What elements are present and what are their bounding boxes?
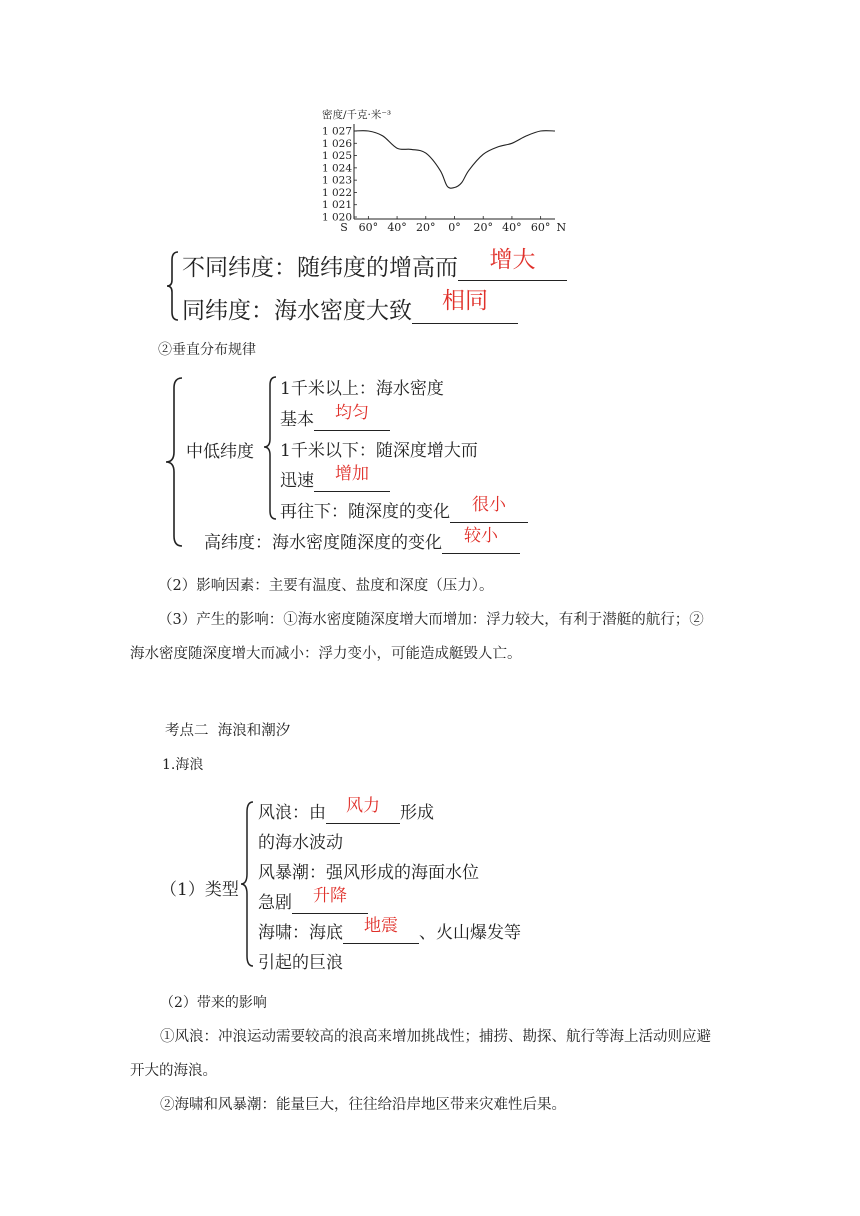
type-tsunami-1: 海啸：海底 地震 、火山爆发等: [258, 916, 521, 943]
density-chart: [318, 104, 578, 234]
y-tick-label: 1 024: [321, 162, 352, 175]
influence-factors: （2）影响因素：主要有温度、盐度和深度（压力）。: [158, 578, 494, 594]
vertical-answer-high: 较小: [442, 535, 520, 554]
x-tick-label: S: [340, 221, 348, 234]
lat-brace: [166, 250, 180, 322]
type-answer-wind: 风力: [326, 805, 400, 824]
type-storm-surge-2: 急剧 升降: [258, 888, 368, 914]
vertical-answer-b2: 增加: [314, 473, 390, 492]
x-tick-label: 20°: [416, 221, 436, 234]
x-tick-label: N: [556, 221, 567, 234]
y-tick-label: 1 021: [321, 199, 352, 212]
impact-line-3: ②海啸和风暴潮：能量巨大，往往给沿岸地区带来灾难性后果。: [160, 1097, 566, 1113]
wave-title: 1.海浪: [162, 757, 204, 773]
lat-line-1: [182, 249, 567, 282]
type-tsunami-2: 引起的巨浪: [258, 953, 343, 973]
y-tick-label: 1 027: [321, 125, 352, 138]
x-tick-labels: [340, 221, 566, 234]
vertical-c: 再往下：随深度的变化 很小: [280, 497, 528, 523]
vertical-b2: 迅速 增加: [280, 466, 390, 492]
y-tick-label: 1 025: [321, 150, 352, 163]
lat-answer-1: 增大: [458, 256, 567, 281]
x-tick-label: 60°: [530, 221, 551, 234]
x-tick-label: 20°: [473, 221, 493, 234]
type-answer-storm: 升降: [292, 895, 368, 914]
vertical-title: ②垂直分布规律: [158, 342, 256, 358]
x-tick-label: 0°: [448, 221, 461, 234]
type-answer-tsunami: 地震: [343, 925, 419, 944]
section-title: 考点二 海浪和潮汐: [165, 723, 291, 739]
y-tick-label: 1 022: [321, 186, 352, 199]
lat-answer-2: 相同: [412, 299, 518, 324]
lat-line-2-text: 同纬度：海水密度大致: [182, 298, 412, 324]
mid-low-label: 中低纬度: [186, 442, 254, 462]
vertical-a2: 基本 均匀: [280, 405, 390, 431]
y-tick-label: 1 023: [321, 174, 352, 187]
type-wind-wave-1: 风浪：由 风力 形成: [258, 796, 434, 823]
vertical-answer-c: 很小: [450, 504, 528, 523]
lat-line-2: [182, 288, 518, 325]
lat-line-1-text: 不同纬度：随纬度的增高而: [182, 255, 458, 281]
chart-ylabel: 密度/千克·米⁻³: [322, 109, 392, 121]
vertical-b1: 1千米以下：随深度增大而: [280, 441, 478, 461]
impact-line-1: ①风浪：冲浪运动需要较高的浪高来增加挑战性；捕捞、勘探、航行等海上活动则应避: [160, 1029, 711, 1045]
type-storm-surge-1: 风暴潮：强风形成的海面水位: [258, 863, 479, 883]
impact-line-2: 开大的海浪。: [130, 1063, 217, 1079]
types-label: （1）类型: [160, 880, 239, 900]
vertical-answer-a2: 均匀: [314, 412, 390, 431]
impact-title: （2）带来的影响: [160, 995, 267, 1011]
effects-line-2: 海水密度随深度增大而减小：浮力变小，可能造成艇毁人亡。: [130, 646, 522, 662]
mid-low-inner-brace: [262, 375, 278, 523]
y-tick-label: 1 026: [321, 137, 352, 150]
effects-line-1: （3）产生的影响：①海水密度随深度增大而增加：浮力较大，有利于潜艇的航行；②: [158, 612, 704, 628]
vertical-high: 高纬度：海水密度随深度的变化 较小: [204, 528, 520, 554]
vertical-outer-brace: [164, 376, 184, 550]
density-series-line: [354, 131, 555, 189]
types-brace: [239, 800, 255, 970]
type-wind-wave-2: 的海水波动: [258, 833, 343, 853]
vertical-a1: 1千米以上：海水密度: [280, 379, 444, 399]
y-tick-label: 1 020: [321, 211, 352, 224]
x-tick-label: 60°: [358, 221, 379, 234]
y-tick-labels: [322, 126, 352, 224]
x-tick-label: 40°: [387, 221, 407, 234]
x-tick-label: 40°: [502, 221, 522, 234]
